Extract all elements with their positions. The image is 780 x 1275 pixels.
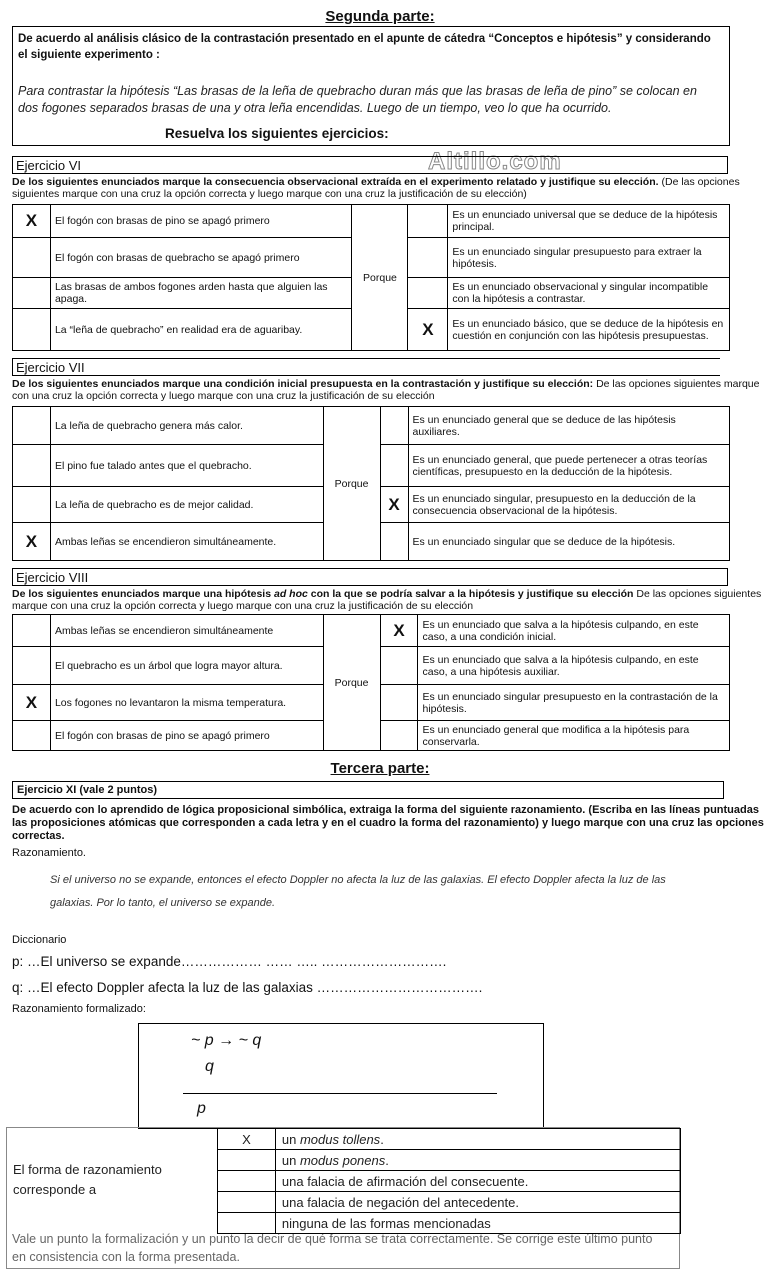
razonamiento-line2: galaxias. Por lo tanto, el universo se expande. [50,897,276,909]
razonamiento-line1: Si el universo no se expande, entonces el efecto Doppler no afecta la luz de las galaxias. El efecto Doppler afecta la luz de las [50,874,666,886]
option-afirmacion-consecuente: una falacia de afirmación del consecuente. [275,1171,680,1192]
ex8-right-option: Es un enunciado que salva a la hipótesis culpando, en este caso, a una hipótesis auxiliar. [418,647,730,685]
ex6-instr-bold: De los siguientes enunciados marque la consecuencia observacional extraída en el experimento relatado y justifique su elección. [12,176,659,188]
resuelva-text: Resuelva los siguientes ejercicios: [165,126,389,141]
option-negacion-antecedente: una falacia de negación del antecedente. [275,1192,680,1213]
ex7-porque: Porque [323,407,380,561]
ex8-right-mark[interactable] [380,685,418,721]
part3-title: Tercera parte: [330,760,430,777]
ex6-right-option: Es un enunciado observacional y singular incompatible con la hipótesis a contrastar. [448,278,730,309]
ex8-left-mark[interactable] [13,721,51,751]
ex6-right-mark[interactable] [408,238,448,278]
razonamiento-label: Razonamiento. [12,847,86,859]
ex7-left-mark[interactable] [13,445,51,487]
ex6-title: Ejercicio VI [16,158,82,173]
ex7-right-option: Es un enunciado singular, presupuesto en la deducción de la consecuencia observacional de la hipótesis. [408,487,730,523]
ex6-left-mark[interactable] [13,238,51,278]
ex6-right-option: Es un enunciado universal que se deduce de la hipótesis principal. [448,205,730,238]
watermark-logo: Altillo.com [428,148,562,175]
ex7-right-option: Es un enunciado general que se deduce de las hipótesis auxiliares. [408,407,730,445]
ex7-instr-normal: De las opciones siguientes marque con una cruz la opción correcta y luego marque con una cruz la justificación de su elección [12,378,760,402]
ex7-table [12,406,730,561]
ex7-left-mark[interactable] [13,487,51,523]
premise-2: q [205,1058,214,1075]
ex7-left-option: La leña de quebracho es de mejor calidad. [50,487,323,523]
ex7-right-option: Es un enunciado general, que puede pertenecer a otras teorías científicas, presupuesto en la deducción de la hipótesis. [408,445,730,487]
form-options-table [217,1128,681,1234]
ex6-left-option: El fogón con brasas de quebracho se apagó primero [50,238,352,278]
ex7-left-mark[interactable]: X [13,523,51,561]
ex8-right-option: Es un enunciado singular presupuesto en la contrastación de la hipótesis. [418,685,730,721]
formalizado-label: Razonamiento formalizado: [12,1003,146,1015]
ex8-instr-bold1: De los siguientes enunciados marque una hipótesis [12,588,272,600]
ex7-right-option: Es un enunciado singular que se deduce de la hipótesis. [408,523,730,561]
ex8-instr-bold2: con la que se podría salvar a la hipótesis y justifique su elección [310,588,634,600]
option-mark[interactable] [218,1150,276,1171]
ex7-right-mark[interactable]: X [380,487,408,523]
ex6-porque: Porque [352,205,408,351]
ex6-left-option: La “leña de quebracho” en realidad era de aguaribay. [50,309,352,351]
ex7-instructions [12,378,762,402]
ex7-right-mark[interactable] [380,407,408,445]
ex6-right-mark[interactable] [408,278,448,309]
ex6-left-mark[interactable] [13,309,51,351]
ex6-left-option: El fogón con brasas de pino se apagó primero [50,205,352,238]
option-modus-tollens: un modus tollens. [275,1129,680,1150]
ex8-title-box [12,568,728,586]
conclusion: p [197,1100,206,1117]
ex6-right-mark[interactable]: X [408,309,448,351]
ex8-right-mark[interactable] [380,647,418,685]
ex6-right-option: Es un enunciado singular presupuesto para extraer la hipótesis. [448,238,730,278]
ex7-title-box [12,358,720,376]
ex8-instructions [12,588,768,612]
intro-box [12,26,730,146]
option-modus-ponens: un modus ponens. [275,1150,680,1171]
ex7-left-option: Ambas leñas se encendieron simultáneamente. [50,523,323,561]
formalization-box[interactable] [138,1023,544,1129]
option-mark[interactable] [218,1171,276,1192]
ex8-right-option: Es un enunciado general que modifica a la hipótesis para conservarla. [418,721,730,751]
ex7-title: Ejercicio VII [16,360,85,375]
ex6-right-mark[interactable] [408,205,448,238]
ex11-instructions: De acuerdo con lo aprendido de lógica proposicional simbólica, extraiga la forma del siguiente razonamiento. (Escriba en las líneas puntuadas las proposiciones atómicas que corresponden a cada letra y en el cuadro la forma del razonamiento) y luego marque con una cruz las opciones correctas. [12,804,764,842]
ex8-right-mark[interactable] [380,721,418,751]
premise-1: ~ p → ~ q [191,1032,262,1049]
ex6-title-box [12,156,728,174]
p-definition: p: …El universo se expande……………… …… ….. ………………………. [12,954,447,969]
ex11-title: Ejercicio XI (vale 2 puntos) [17,784,157,796]
ex7-left-option: El pino fue talado antes que el quebracho. [50,445,323,487]
option-mark[interactable] [218,1192,276,1213]
option-mark[interactable]: X [218,1129,276,1150]
ex8-left-mark[interactable]: X [13,685,51,721]
grading-note: Vale un punto la formalización y un punto la decir de qué forma se trata correctamente. Se corrige este último punto en consistencia con la forma presentada. [12,1232,653,1264]
ex7-right-mark[interactable] [380,445,408,487]
part2-title: Segunda parte: [325,8,435,25]
ex8-left-option: El fogón con brasas de pino se apagó primero [50,721,323,751]
inference-line [183,1093,497,1094]
ex6-left-option: Las brasas de ambos fogones arden hasta que alguien las apaga. [50,278,352,309]
diccionario-label: Diccionario [12,934,67,946]
intro-italic-text: Para contrastar la hipótesis “Las brasas de la leña de quebracho duran más que las brasas de leña de pino” se colocan en dos fogones separados brasas de una y otra leña encendidas. Luego de un tiempo, veo lo que ha ocurrido. [18,84,697,115]
ex8-title: Ejercicio VIII [16,570,89,585]
form-question: El forma de razonamiento corresponde a [13,1162,162,1197]
ex8-right-mark[interactable]: X [380,615,418,647]
ex8-instr-adhoc: ad hoc [273,588,308,600]
ex7-right-mark[interactable] [380,523,408,561]
intro-bold-text: De acuerdo al análisis clásico de la contrastación presentado en el apunte de cátedra “Conceptos e hipótesis” y considerando el siguiente experimento : [18,33,711,61]
ex8-left-mark[interactable] [13,615,51,647]
ex6-right-option: Es un enunciado básico, que se deduce de la hipótesis en cuestión en conjunción con las hipótesis presupuestas. [448,309,730,351]
option-mark[interactable] [218,1213,276,1234]
ex8-left-mark[interactable] [13,647,51,685]
ex6-instructions [12,176,762,200]
ex8-table [12,614,730,751]
ex6-table [12,204,730,351]
ex6-instr-normal: (De las opciones siguientes marque con una cruz la opción correcta y luego marque con una cruz la justificación de su elección) [12,176,740,200]
ex8-instr-normal: De las opciones siguientes marque con una cruz la opción correcta y luego marque con una cruz la justificación de su elección [12,588,762,612]
q-definition: q: …El efecto Doppler afecta la luz de las galaxias ………………………………. [12,980,483,995]
option-ninguna: ninguna de las formas mencionadas [275,1213,680,1234]
ex8-porque: Porque [323,615,380,751]
ex6-left-mark[interactable]: X [13,205,51,238]
ex11-title-box [12,781,724,799]
ex8-left-option: Los fogones no levantaron la misma temperatura. [50,685,323,721]
ex8-right-option: Es un enunciado que salva a la hipótesis culpando, en este caso, a una condición inicial. [418,615,730,647]
ex8-left-option: El quebracho es un árbol que logra mayor altura. [50,647,323,685]
ex8-left-option: Ambas leñas se encendieron simultáneamente [50,615,323,647]
ex7-left-mark[interactable] [13,407,51,445]
ex6-left-mark[interactable] [13,278,51,309]
ex7-left-option: La leña de quebracho genera más calor. [50,407,323,445]
ex7-instr-bold: De los siguientes enunciados marque una condición inicial presupuesta en la contrastación y justifique su elección: [12,378,594,390]
